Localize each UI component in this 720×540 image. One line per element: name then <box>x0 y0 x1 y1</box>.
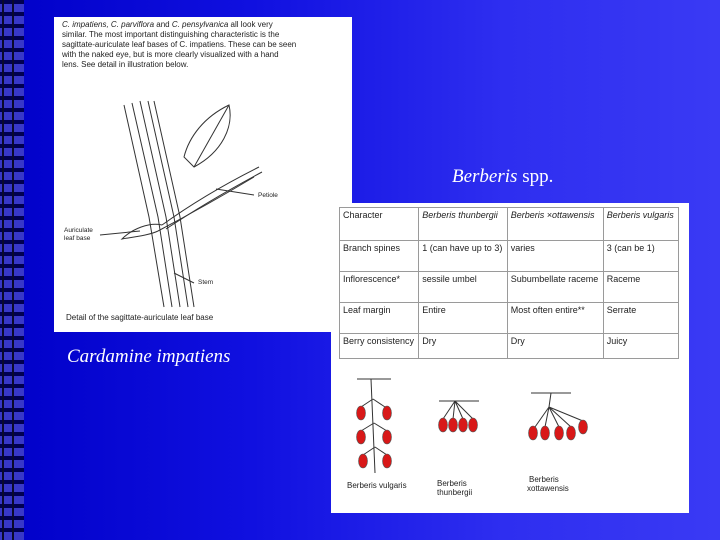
table-cell: Inflorescence* <box>340 272 419 303</box>
table-cell: Berry consistency <box>340 334 419 359</box>
label-auriculate-2: leaf base <box>64 235 91 242</box>
table-cell: Entire <box>419 303 507 334</box>
vulgaris-axis <box>371 379 375 473</box>
berberis-inflorescence-drawings <box>331 363 689 513</box>
table-cell: Serrate <box>603 303 678 334</box>
caption-line-4: with the naked eye, but is more clearly visualized with a hand <box>62 50 279 59</box>
left-title: Cardamine impatiens <box>67 346 231 367</box>
petiole-line <box>162 167 259 225</box>
table-cell: sessile umbel <box>419 272 507 303</box>
table-row <box>340 272 679 303</box>
berry <box>449 418 458 432</box>
berry <box>359 454 368 468</box>
auricle-pointer <box>100 231 140 235</box>
figure-footer: Detail of the sagittate-auriculate leaf base <box>66 313 214 322</box>
table-cell: Juicy <box>603 334 678 359</box>
label-petiole: Petiole <box>258 192 278 199</box>
berry <box>383 454 392 468</box>
header-cell: Character <box>340 208 419 241</box>
berry <box>439 418 448 432</box>
berry <box>579 420 588 434</box>
berry <box>357 406 366 420</box>
berry <box>529 426 538 440</box>
header-cell: Berberis vulgaris <box>603 208 678 241</box>
berry <box>357 430 366 444</box>
berberis-comparison-card <box>331 203 689 513</box>
label-ottawensis-1: Berberis <box>529 475 559 484</box>
caption-line-5: lens. See detail in illustration below. <box>62 60 189 69</box>
table-cell: Branch spines <box>340 241 419 272</box>
table-cell: varies <box>507 241 603 272</box>
label-thunbergii-1: Berberis <box>437 479 467 488</box>
auricle-shape <box>122 224 162 239</box>
berry <box>459 418 468 432</box>
header-cell: Berberis ×ottawensis <box>507 208 603 241</box>
header-cell: Berberis thunbergii <box>419 208 507 241</box>
table-cell: 1 (can have up to 3) <box>419 241 507 272</box>
stem-line <box>148 101 188 307</box>
right-title <box>452 166 553 188</box>
berry <box>469 418 478 432</box>
stem-line <box>154 101 194 307</box>
table-header-row <box>340 208 679 241</box>
left-checker-strip <box>0 0 24 540</box>
stem-line <box>132 103 172 307</box>
table-cell: Dry <box>419 334 507 359</box>
table-cell: Raceme <box>603 272 678 303</box>
berry <box>555 426 564 440</box>
right-title-genus: Berberis <box>452 166 518 187</box>
berry <box>383 430 392 444</box>
table-cell: Subumbellate raceme <box>507 272 603 303</box>
table-row <box>340 334 679 359</box>
leaf-base-figure <box>54 17 352 332</box>
label-auriculate-1: Auriculate <box>64 227 93 234</box>
table-cell: 3 (can be 1) <box>603 241 678 272</box>
label-thunbergii-2: thunbergii <box>437 488 473 497</box>
stem-line <box>124 105 164 307</box>
berry <box>567 426 576 440</box>
table-cell: Most often entire** <box>507 303 603 334</box>
comparison-table <box>339 207 679 359</box>
berry <box>383 406 392 420</box>
label-ottawensis-2: xottawensis <box>527 484 569 493</box>
caption-line-2: similar. The most important distinguishing characteristic is the <box>62 30 280 39</box>
table-cell: Leaf margin <box>340 303 419 334</box>
table-row <box>340 241 679 272</box>
table-cell: Dry <box>507 334 603 359</box>
label-berberis-vulgaris: Berberis vulgaris <box>347 481 407 490</box>
label-stem: Stem <box>198 279 214 286</box>
caption-line-3: sagittate-auriculate leaf bases of C. impatiens. These can be seen <box>62 40 297 49</box>
caption-line-1: C. impatiens, C. parviflora and C. pensylvanica all look very <box>62 20 273 29</box>
right-title-suffix: spp. <box>517 166 554 187</box>
table-row <box>340 303 679 334</box>
berry <box>541 426 550 440</box>
